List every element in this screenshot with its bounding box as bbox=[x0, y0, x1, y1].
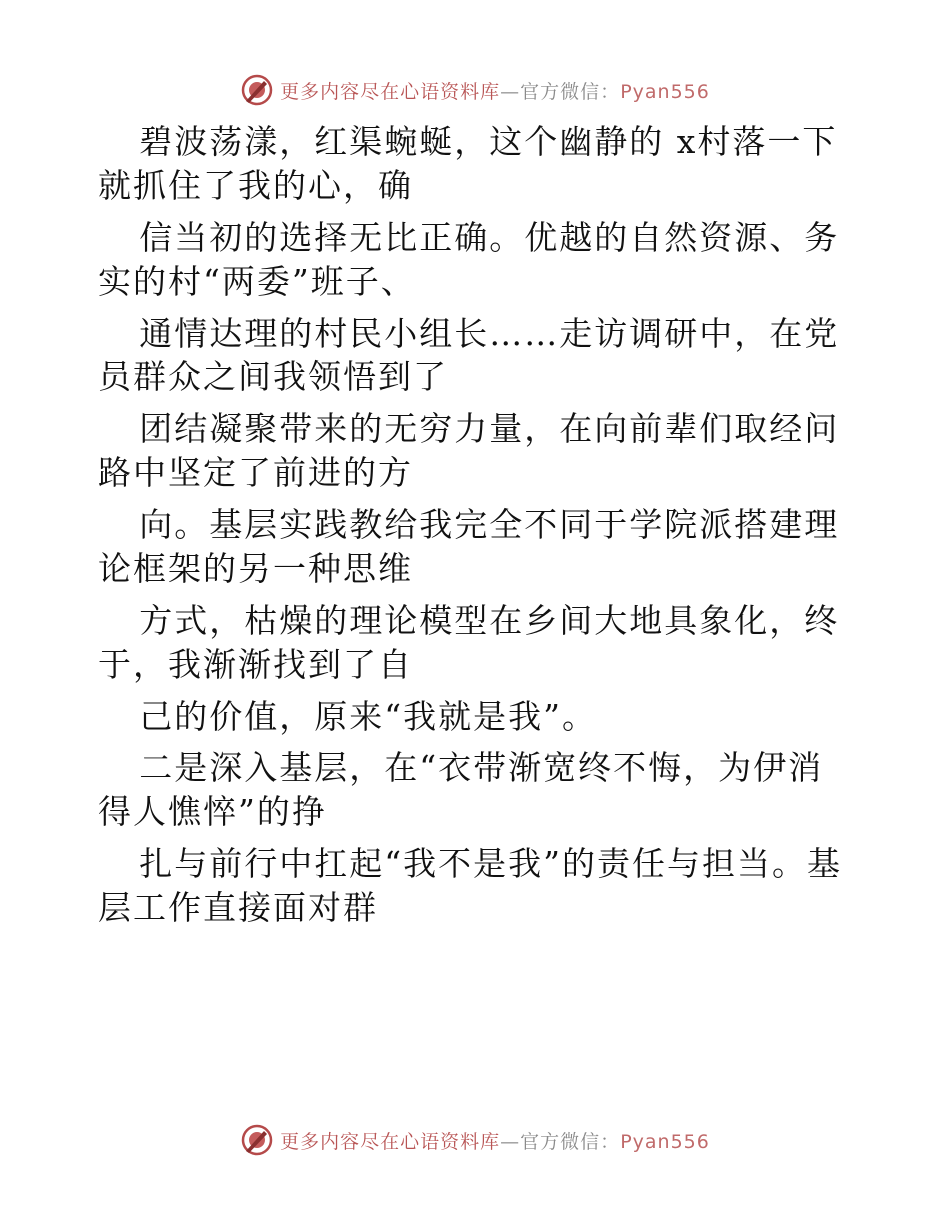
footer-banner bbox=[0, 1120, 950, 1160]
footer-banner-text bbox=[280, 1127, 710, 1154]
header-banner bbox=[0, 70, 950, 110]
header-separator: — bbox=[500, 80, 521, 103]
paragraph: 信当初的选择无比正确。优越的自然资源、务实的村“两委”班子、 bbox=[98, 217, 840, 301]
header-wechat-label: 官方微信： bbox=[520, 80, 621, 103]
paragraph: 碧波荡漾，红渠蜿蜒，这个幽静的 x村落一下就抓住了我的心，确 bbox=[98, 122, 838, 205]
header-banner-text bbox=[280, 77, 710, 104]
footer-wechat-id: Pyan556 bbox=[620, 1130, 710, 1153]
paragraph: 团结凝聚带来的无穷力量，在向前辈们取经问路中坚定了前进的方 bbox=[98, 409, 840, 493]
paragraph: 向。基层实践教给我完全不同于学院派搭建理论框架的另一种思维 bbox=[98, 505, 840, 588]
brand-logo-icon bbox=[240, 1123, 274, 1157]
paragraph: 扎与前行中扛起“我不是我”的责任与担当。基层工作直接面对群 bbox=[98, 844, 842, 927]
header-wechat-id: Pyan556 bbox=[620, 80, 710, 103]
footer-brand-text: 更多内容尽在心语资料库 bbox=[280, 1130, 501, 1153]
document-body bbox=[98, 120, 858, 938]
paragraph: 己的价值，原来“我就是我”。 bbox=[139, 696, 597, 736]
paragraph: 方式，枯燥的理论模型在乡间大地具象化，终于，我渐渐找到了自 bbox=[98, 600, 840, 684]
footer-wechat-label: 官方微信： bbox=[520, 1130, 621, 1153]
brand-logo-icon bbox=[240, 73, 274, 107]
paragraph: 二是深入基层，在“衣带渐宽终不悔，为伊消得人憔悴”的挣 bbox=[98, 748, 824, 832]
footer-separator: — bbox=[500, 1130, 521, 1153]
paragraph: 通情达理的村民小组长……走访调研中，在党员群众之间我领悟到了 bbox=[98, 313, 840, 397]
header-brand-text: 更多内容尽在心语资料库 bbox=[280, 80, 501, 103]
